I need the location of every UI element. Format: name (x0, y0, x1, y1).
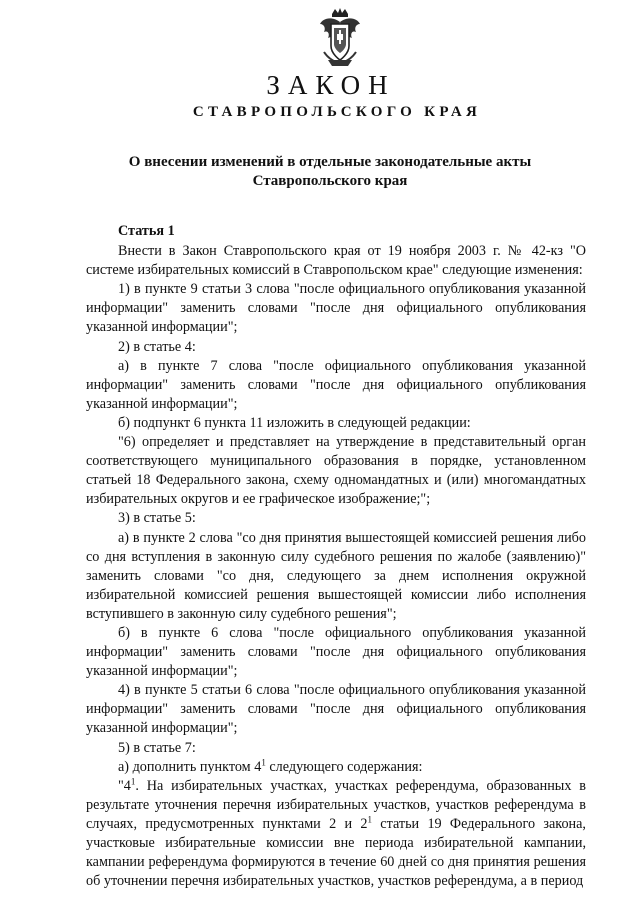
paragraph: а) в пункте 7 слова "после официального опубликования указанной информации" заменить словами "после дня официального опубликования указанной информации"; (86, 357, 586, 412)
text-run: . На избирательных участках, участках референдума, образованных в результате уточнения перечня избирательных участков, участков референдума в случаях, предусмотренных пунктами 2 и 2 (86, 777, 586, 832)
text-run: следующего содержания: (265, 758, 423, 775)
paragraph: 5) в статье 7: (118, 739, 196, 756)
coat-of-arms-icon (318, 8, 362, 68)
superscript: 1 (130, 775, 136, 786)
text-run: "4 (118, 777, 131, 794)
paragraph: 1) в пункте 9 статьи 3 слова "после официального опубликования указанной информации" заменить словами "после дня официального опубликования указанной информации"; (86, 281, 586, 336)
document-title-line: О внесении изменений в отдельные законодательные акты (128, 154, 532, 170)
superscript: 1 (367, 814, 372, 825)
article-heading: Статья 1 (118, 223, 175, 239)
paragraph: 3) в статье 5: (118, 510, 196, 527)
article-body (86, 222, 586, 891)
paragraph: а) в пункте 2 слова "со дня принятия вышестоящей комиссией решения либо со дня вступления в законную силу судебного решения по жалобе (заявлению)" заменить словами "со дня, следующего за днем исполнения окружной избирательной комиссией решения вышестоящей комиссии либо исполнения вступившего в законную силу судебного решения"; (86, 529, 586, 622)
paragraph: б) в пункте 6 слова "после официального опубликования указанной информации" заменить словами "после дня официального опубликования указанной информации"; (86, 624, 586, 680)
paragraph: "6) определяет и представляет на утверждение в представительный орган соответствующего муниципального образования в порядке, установленном статьей 18 Федерального закона, схему одномандатных и (или) многомандатных избирательных округов и ее графическое изображение;"; (86, 434, 586, 508)
paragraph: Внести в Закон Ставропольского края от 19 ноября 2003 г. № 42-кз "О системе избирательных комиссий в Ставропольском крае" следующие изменения: (86, 243, 586, 279)
paragraph: 4) в пункте 5 статьи 6 слова "после официального опубликования указанной информации" заменить словами "после дня официального опубликования указанной информации"; (86, 682, 586, 737)
document-title (90, 153, 570, 191)
paragraph: 2) в статье 4: (118, 338, 196, 355)
text-run: статьи 19 Федерального закона, участковые избирательные комиссии вне периода избирательной кампании, кампании референдума формируются в течение 60 дней со дня принятия решения об уточнении перечня избирательных участков, участков референдума, а в период (86, 815, 586, 890)
text-run: а) дополнить пунктом 4 (118, 758, 262, 775)
paragraph (86, 777, 586, 892)
paragraph: б) подпункт 6 пункта 11 изложить в следующей редакции: (118, 414, 471, 431)
document-title-line: Ставропольского края (252, 173, 408, 189)
region-title: СТАВРОПОЛЬСКОГО КРАЯ (192, 104, 482, 120)
law-title: ЗАКОН (266, 70, 396, 100)
paragraph (86, 758, 586, 777)
superscript: 1 (261, 756, 266, 767)
